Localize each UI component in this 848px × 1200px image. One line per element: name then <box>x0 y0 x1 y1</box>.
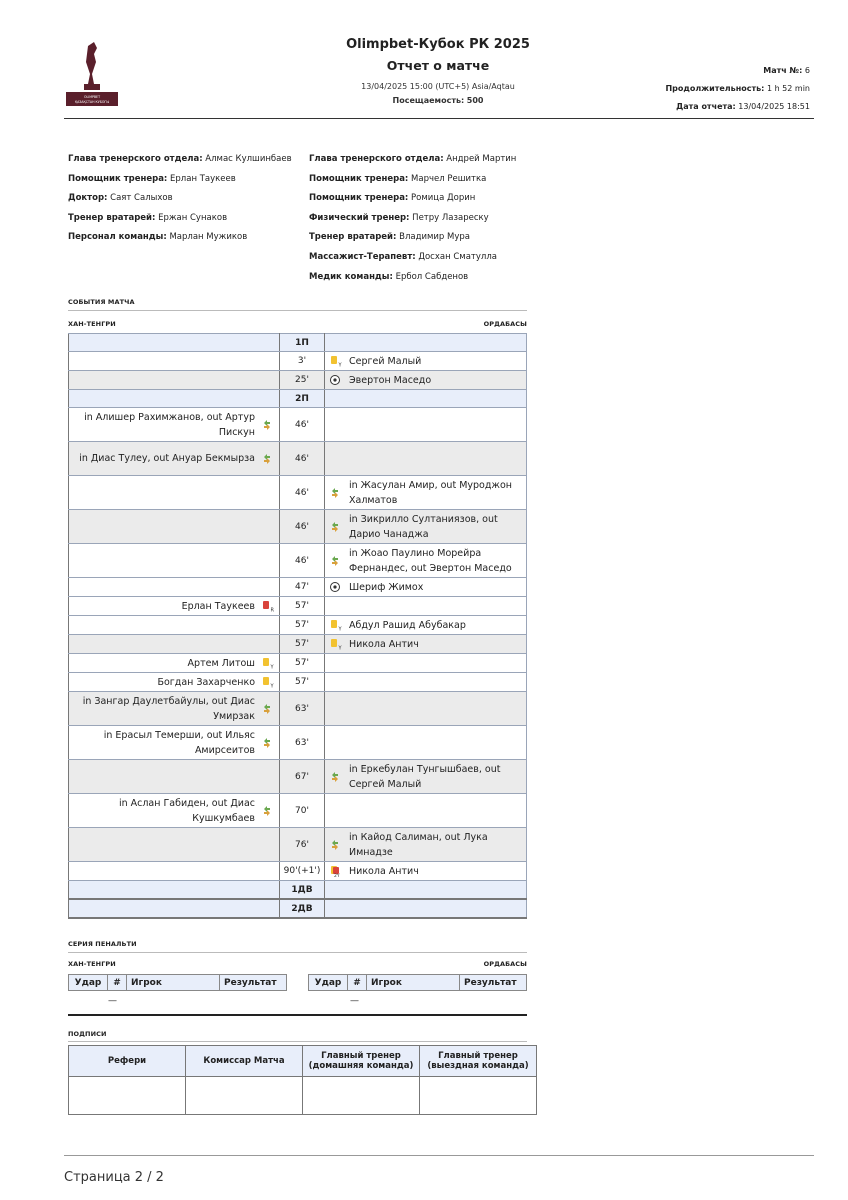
event-row <box>69 862 527 881</box>
signatures-table <box>68 1045 537 1115</box>
substitution-icon <box>329 555 341 567</box>
staff-entry <box>68 189 304 209</box>
staff-entry <box>68 170 304 190</box>
away-event-cell <box>325 881 527 900</box>
events-home-team: ХАН-ТЕНГРИ <box>68 320 116 328</box>
staff-role: Персонал команды: <box>68 232 167 243</box>
away-event-cell <box>325 334 527 352</box>
away-event-cell <box>325 597 527 616</box>
staff-role: Медик команды: <box>309 271 393 282</box>
event-minute: 90'(+1') <box>280 862 325 881</box>
away-event-cell <box>325 544 527 578</box>
event-row <box>69 828 527 862</box>
home-event-cell <box>69 390 280 408</box>
staff-entry <box>309 150 545 170</box>
away-event-cell <box>325 510 527 544</box>
event-row <box>69 476 527 510</box>
away-event-cell <box>325 692 527 726</box>
home-event-cell <box>69 371 280 390</box>
svg-text:Y: Y <box>270 683 274 690</box>
match-number: Матч №: 6 <box>763 66 810 75</box>
footer-divider <box>64 1155 814 1156</box>
event-minute: 63' <box>280 692 325 726</box>
sig-away-coach-box <box>420 1077 537 1115</box>
report-header <box>300 36 576 107</box>
staff-role: Тренер вратарей: <box>68 212 156 223</box>
substitution-icon <box>261 419 273 431</box>
match-duration: Продолжительность: 1 h 52 min <box>665 84 810 93</box>
svg-text:Y: Y <box>338 645 342 652</box>
svg-text:ҚАЗАҚСТАН КУБОГЫ: ҚАЗАҚСТАН КУБОГЫ <box>74 100 110 104</box>
staff-role: Глава тренерского отдела: <box>309 154 444 164</box>
away-event-cell <box>325 794 527 828</box>
home-event-cell <box>69 510 280 544</box>
home-event-cell <box>69 673 280 692</box>
staff-entry <box>309 170 545 190</box>
event-minute: 46' <box>280 408 325 442</box>
home-event-cell <box>69 726 280 760</box>
event-text: Богдан Захарченко <box>157 676 255 688</box>
event-row <box>69 408 527 442</box>
staff-role: Массажист-Терапевт: <box>309 251 416 262</box>
event-row <box>69 692 527 726</box>
svg-text:Y: Y <box>270 664 274 671</box>
event-row <box>69 510 527 544</box>
event-minute: 67' <box>280 760 325 794</box>
event-minute: 70' <box>280 794 325 828</box>
away-event-cell <box>325 442 527 476</box>
event-text: Сергей Малый <box>349 355 422 367</box>
staff-name: Саят Салыхов <box>110 193 173 204</box>
penalty-divider <box>68 952 527 953</box>
event-row <box>69 726 527 760</box>
staff-entry <box>68 209 304 229</box>
sig-referee: Рефери <box>69 1046 186 1077</box>
away-event-cell <box>325 673 527 692</box>
event-row <box>69 794 527 828</box>
period-row <box>69 334 527 352</box>
home-event-cell <box>69 597 280 616</box>
staff-entry <box>309 209 545 229</box>
away-event-cell <box>325 726 527 760</box>
event-minute: 57' <box>280 616 325 635</box>
home-event-cell <box>69 828 280 862</box>
event-row <box>69 760 527 794</box>
event-text: in Зикрилло Султаниязов, out Дарио Чанаджа <box>349 513 498 540</box>
event-text: in Зангар Даулетбайулы, out Диас Умирзак <box>82 695 255 722</box>
staff-name: Марчел Решитка <box>411 173 487 184</box>
event-minute: 57' <box>280 635 325 654</box>
staff-name: Владимир Мура <box>399 232 470 243</box>
staff-name: Досхан Сматулла <box>418 251 497 262</box>
event-text: Эвертон Маседо <box>349 374 432 386</box>
event-minute: 76' <box>280 828 325 862</box>
penalty-bottom-rule <box>68 1014 527 1016</box>
svg-text:Y: Y <box>338 626 342 633</box>
penalty-home-team: ХАН-ТЕНГРИ <box>68 960 116 968</box>
staff-name: Петру Лазареску <box>412 212 489 223</box>
staff-role: Помощник тренера: <box>68 173 168 184</box>
yellow-card-icon <box>329 355 341 367</box>
staff-role: Помощник тренера: <box>309 173 409 184</box>
penalty-home-table <box>68 974 287 991</box>
event-row <box>69 352 527 371</box>
home-event-cell <box>69 654 280 673</box>
substitution-icon <box>261 737 273 749</box>
event-minute: 2П <box>280 390 325 408</box>
event-minute: 46' <box>280 476 325 510</box>
goal-ball-icon <box>329 374 341 386</box>
away-event-cell <box>325 352 527 371</box>
event-row <box>69 442 527 476</box>
home-event-cell <box>69 578 280 597</box>
signatures-section-label: ПОДПИСИ <box>68 1030 107 1038</box>
period-row <box>69 881 527 900</box>
event-minute: 47' <box>280 578 325 597</box>
svg-text:2Y: 2Y <box>334 874 340 879</box>
attendance: Посещаемость: 500 <box>392 96 484 105</box>
away-event-cell <box>325 616 527 635</box>
staff-entry <box>68 228 304 248</box>
svg-text:R: R <box>270 607 274 614</box>
staff-name: Марлан Мужиков <box>169 232 248 243</box>
col-result: Результат <box>220 975 287 991</box>
event-text: in Алишер Рахимжанов, out Артур Пискун <box>84 411 255 438</box>
home-event-cell <box>69 760 280 794</box>
sig-commissioner-box <box>186 1077 303 1115</box>
staff-entry <box>309 248 545 268</box>
away-event-cell <box>325 578 527 597</box>
staff-entry <box>68 150 304 170</box>
report-subtitle: Отчет о матче <box>386 58 490 73</box>
staff-name: Ромица Дорин <box>411 193 476 204</box>
event-text: in Еркебулан Тунгышбаев, out Сергей Малый <box>349 763 501 790</box>
event-minute: 63' <box>280 726 325 760</box>
events-section-label: СОБЫТИЯ МАТЧА <box>68 298 135 306</box>
yellow-card-icon <box>261 676 273 688</box>
event-minute: 46' <box>280 510 325 544</box>
event-minute: 3' <box>280 352 325 371</box>
col-result: Результат <box>460 975 527 991</box>
home-event-cell <box>69 334 280 352</box>
event-text: Никола Антич <box>349 865 419 877</box>
events-divider <box>68 310 527 311</box>
away-event-cell <box>325 862 527 881</box>
staff-entry <box>309 189 545 209</box>
event-minute: 46' <box>280 442 325 476</box>
home-event-cell <box>69 442 280 476</box>
event-minute: 57' <box>280 673 325 692</box>
sig-home-coach: Главный тренер (домашняя команда) <box>303 1046 420 1077</box>
sig-home-coach-box <box>303 1077 420 1115</box>
period-row <box>69 390 527 408</box>
report-date: Дата отчета: 13/04/2025 18:51 <box>676 102 810 111</box>
staff-name: Ержан Сунаков <box>158 212 228 223</box>
event-row <box>69 616 527 635</box>
event-minute: 46' <box>280 544 325 578</box>
away-event-cell <box>325 899 527 918</box>
col-number: # <box>348 975 367 991</box>
event-text: Артем Литош <box>187 657 255 669</box>
report-title: Olimpbet-Кубок РК 2025 <box>346 37 530 52</box>
yellow-card-icon <box>329 619 341 631</box>
staff-entry <box>309 228 545 248</box>
away-staff-list <box>309 150 545 287</box>
event-text: in Аслан Габиден, out Диас Кушкумбаев <box>118 797 255 824</box>
home-event-cell <box>69 544 280 578</box>
event-minute: 1ДВ <box>280 881 325 900</box>
col-player: Игрок <box>367 975 460 991</box>
staff-name: Андрей Мартин <box>446 154 517 164</box>
away-event-cell <box>325 390 527 408</box>
red-card-icon <box>261 600 273 612</box>
home-event-cell <box>69 352 280 371</box>
page-number: Страница 2 / 2 <box>64 1170 164 1185</box>
event-minute: 25' <box>280 371 325 390</box>
yellow-card-icon <box>329 638 341 650</box>
event-text: Ерлан Таукеев <box>181 600 255 612</box>
substitution-icon <box>261 453 273 465</box>
event-text: Абдул Рашид Абубакар <box>349 619 466 631</box>
event-minute: 1П <box>280 334 325 352</box>
col-shot: Удар <box>309 975 348 991</box>
second-yellow-card-icon <box>329 865 341 877</box>
event-row <box>69 371 527 390</box>
staff-role: Физический тренер: <box>309 212 410 223</box>
home-event-cell <box>69 408 280 442</box>
staff-name: Алмас Кулшинбаев <box>205 154 292 164</box>
away-event-cell <box>325 408 527 442</box>
goal-ball-icon <box>329 581 341 593</box>
svg-text:OLIMPBET: OLIMPBET <box>83 95 101 99</box>
event-row <box>69 544 527 578</box>
yellow-card-icon <box>261 657 273 669</box>
home-event-cell <box>69 635 280 654</box>
away-event-cell <box>325 654 527 673</box>
staff-name: Ербол Сабденов <box>395 271 469 282</box>
home-event-cell <box>69 794 280 828</box>
event-text: in Кайод Салиман, out Лука Имнадзе <box>349 831 488 858</box>
svg-text:Y: Y <box>338 362 342 369</box>
penalty-away-empty: — <box>350 996 359 1006</box>
event-row <box>69 578 527 597</box>
event-minute: 57' <box>280 597 325 616</box>
substitution-icon <box>261 805 273 817</box>
home-event-cell <box>69 476 280 510</box>
tournament-logo <box>64 40 120 108</box>
substitution-icon <box>329 521 341 533</box>
home-event-cell <box>69 692 280 726</box>
event-row <box>69 635 527 654</box>
substitution-icon <box>329 839 341 851</box>
header-divider <box>64 118 814 119</box>
home-event-cell <box>69 899 280 918</box>
away-event-cell <box>325 828 527 862</box>
staff-entry <box>309 268 545 288</box>
sig-commissioner: Комиссар Матча <box>186 1046 303 1077</box>
col-shot: Удар <box>69 975 108 991</box>
away-event-cell <box>325 476 527 510</box>
col-number: # <box>108 975 127 991</box>
signatures-divider <box>68 1041 527 1042</box>
col-player: Игрок <box>127 975 220 991</box>
event-text: in Ерасыл Темерши, out Ильяс Амирсеитов <box>103 729 255 756</box>
home-event-cell <box>69 616 280 635</box>
staff-name: Ерлан Таукеев <box>170 173 236 184</box>
event-minute: 2ДВ <box>280 899 325 918</box>
substitution-icon <box>261 703 273 715</box>
events-away-team: ОРДАБАСЫ <box>483 320 527 328</box>
event-row <box>69 597 527 616</box>
substitution-icon <box>329 487 341 499</box>
match-datetime: 13/04/2025 15:00 (UTC+5) Asia/Aqtau <box>361 82 515 91</box>
period-row <box>69 899 527 918</box>
event-text: in Жоао Паулино Морейра Фернандес, out Эвертон Маседо <box>349 547 512 574</box>
away-event-cell <box>325 760 527 794</box>
away-event-cell <box>325 635 527 654</box>
sig-away-coach: Главный тренер (выездная команда) <box>420 1046 537 1077</box>
penalty-away-table <box>308 974 527 991</box>
penalty-away-team: ОРДАБАСЫ <box>483 960 527 968</box>
event-text: in Жасулан Амир, out Муроджон Халматов <box>349 479 513 506</box>
away-event-cell <box>325 371 527 390</box>
event-text: Никола Антич <box>349 638 419 650</box>
staff-role: Глава тренерского отдела: <box>68 154 203 164</box>
event-minute: 57' <box>280 654 325 673</box>
sig-referee-box <box>69 1077 186 1115</box>
event-row <box>69 654 527 673</box>
events-table-wrap <box>68 333 527 919</box>
events-table <box>68 333 527 919</box>
substitution-icon <box>329 771 341 783</box>
penalty-section-label: СЕРИЯ ПЕНАЛЬТИ <box>68 940 137 948</box>
event-row <box>69 673 527 692</box>
match-meta <box>665 62 810 116</box>
event-text: in Диас Тулеу, out Ануар Бекмырза <box>79 453 255 464</box>
home-event-cell <box>69 881 280 900</box>
home-staff-list <box>68 150 304 248</box>
home-event-cell <box>69 862 280 881</box>
penalty-home-empty: — <box>108 996 117 1006</box>
staff-role: Доктор: <box>68 193 108 204</box>
staff-role: Помощник тренера: <box>309 193 409 204</box>
event-text: Шериф Жимох <box>349 581 424 593</box>
staff-role: Тренер вратарей: <box>309 232 397 243</box>
